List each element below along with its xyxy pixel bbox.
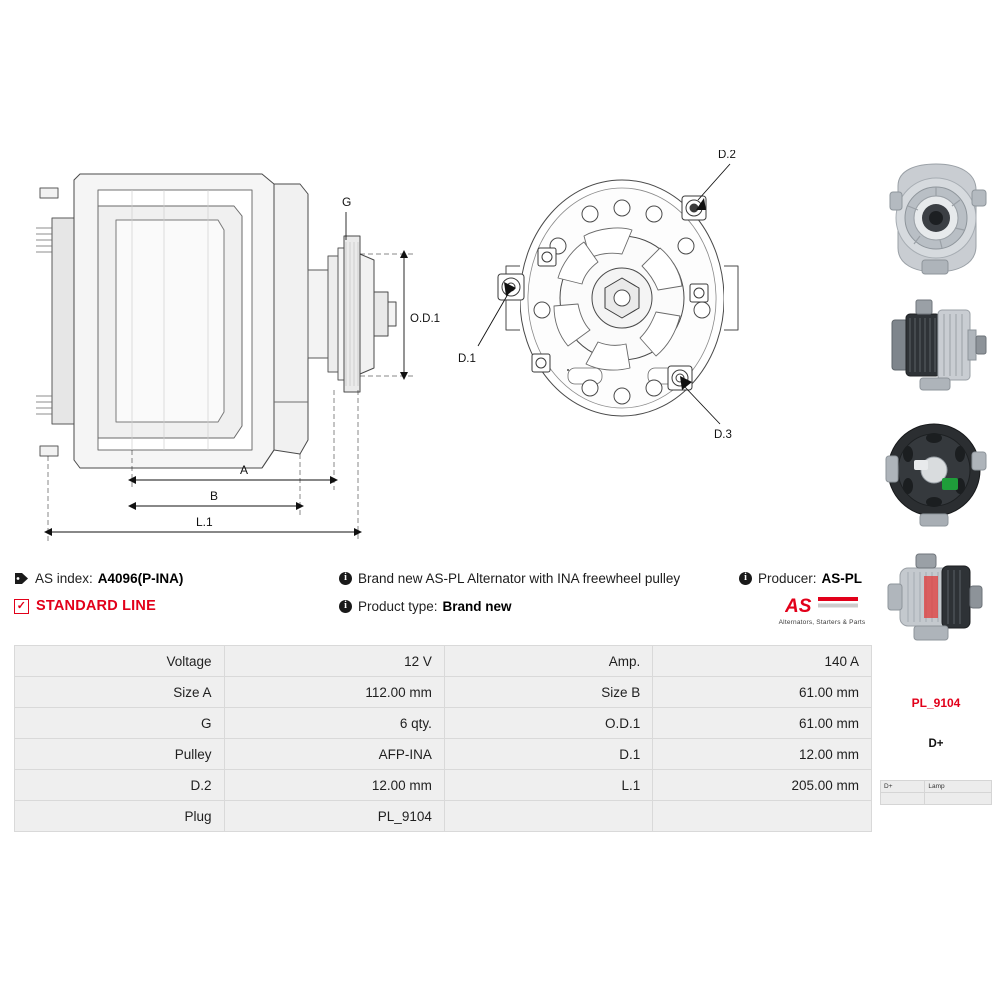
tag-icon <box>14 572 29 585</box>
plug-cell: Lamp <box>925 781 992 793</box>
label-od1: O.D.1 <box>410 313 441 325</box>
spec-value: 12 V <box>224 646 444 677</box>
label-d2: D.2 <box>718 150 736 161</box>
plug-code-label: PL_9104 <box>911 696 961 710</box>
standard-line-label: STANDARD LINE <box>36 598 156 614</box>
product-type-cell <box>339 599 739 614</box>
label-b: B <box>210 489 219 503</box>
alternator-front-view <box>458 150 738 441</box>
table-row <box>15 708 872 739</box>
standard-line-cell <box>14 598 339 614</box>
plug-diagram <box>880 780 992 805</box>
table-row <box>15 739 872 770</box>
table-row <box>15 770 872 801</box>
checkbox-icon: ✓ <box>14 599 29 614</box>
spec-key: Size A <box>15 677 225 708</box>
info-block <box>14 565 874 621</box>
brand-logo <box>772 595 872 626</box>
product-photo-front <box>880 160 992 280</box>
product-photo-column <box>880 160 992 664</box>
product-type-value: Brand new <box>442 598 512 614</box>
producer-label: Producer: <box>758 570 817 586</box>
as-index-label: AS index: <box>35 570 93 586</box>
spec-value: 112.00 mm <box>224 677 444 708</box>
plug-cell <box>925 793 992 805</box>
spec-key: Size B <box>444 677 652 708</box>
as-index-cell <box>14 571 339 586</box>
technical-drawing <box>12 150 872 560</box>
table-row <box>15 801 872 832</box>
info-row-2 <box>14 591 874 621</box>
table-row <box>15 646 872 677</box>
info-icon: i <box>739 572 752 585</box>
spec-value: 61.00 mm <box>653 677 872 708</box>
description-cell <box>339 571 739 586</box>
svg-text:AS: AS <box>785 596 812 617</box>
product-photo-rear <box>880 412 992 532</box>
product-type-label: Product type: <box>358 598 438 614</box>
info-icon: i <box>339 572 352 585</box>
as-logo-mark <box>772 595 872 617</box>
spec-value: 12.00 mm <box>224 770 444 801</box>
as-index-value: A4096(P-INA) <box>97 570 184 586</box>
spec-value: 12.00 mm <box>653 739 872 770</box>
product-photo-side <box>880 286 992 406</box>
spec-key: G <box>15 708 225 739</box>
spec-key: D.1 <box>444 739 652 770</box>
label-d1: D.1 <box>458 353 476 365</box>
spec-key: L.1 <box>444 770 652 801</box>
plug-row <box>881 781 992 793</box>
spec-value: 61.00 mm <box>653 708 872 739</box>
alternator-side-view <box>36 174 440 542</box>
plug-row <box>881 793 992 805</box>
spec-value-empty <box>653 801 872 832</box>
info-row-1 <box>14 565 874 591</box>
label-l1: L.1 <box>196 515 213 529</box>
spec-value: 205.00 mm <box>653 770 872 801</box>
spec-value: 6 qty. <box>224 708 444 739</box>
brand-tagline: Alternators, Starters & Parts <box>778 619 866 626</box>
plug-cell <box>881 793 925 805</box>
spec-key: Plug <box>15 801 225 832</box>
spec-value: AFP-INA <box>224 739 444 770</box>
producer-value: AS-PL <box>821 570 863 586</box>
plug-cell: D+ <box>881 781 925 793</box>
spec-key: Voltage <box>15 646 225 677</box>
spec-key: O.D.1 <box>444 708 652 739</box>
spec-value: 140 A <box>653 646 872 677</box>
specification-table <box>14 645 872 832</box>
description-text: Brand new AS-PL Alternator with INA freewheel pulley <box>358 570 681 586</box>
spec-key: Amp. <box>444 646 652 677</box>
label-g: G <box>342 195 352 209</box>
table-row <box>15 677 872 708</box>
spec-key: D.2 <box>15 770 225 801</box>
spec-key-empty <box>444 801 652 832</box>
label-d3: D.3 <box>714 429 732 441</box>
label-a: A <box>240 463 249 477</box>
d-plus-label: D+ <box>928 738 944 750</box>
product-photo-angled <box>880 538 992 658</box>
producer-cell <box>739 571 874 586</box>
info-icon: i <box>339 600 352 613</box>
spec-key: Pulley <box>15 739 225 770</box>
spec-value: PL_9104 <box>224 801 444 832</box>
